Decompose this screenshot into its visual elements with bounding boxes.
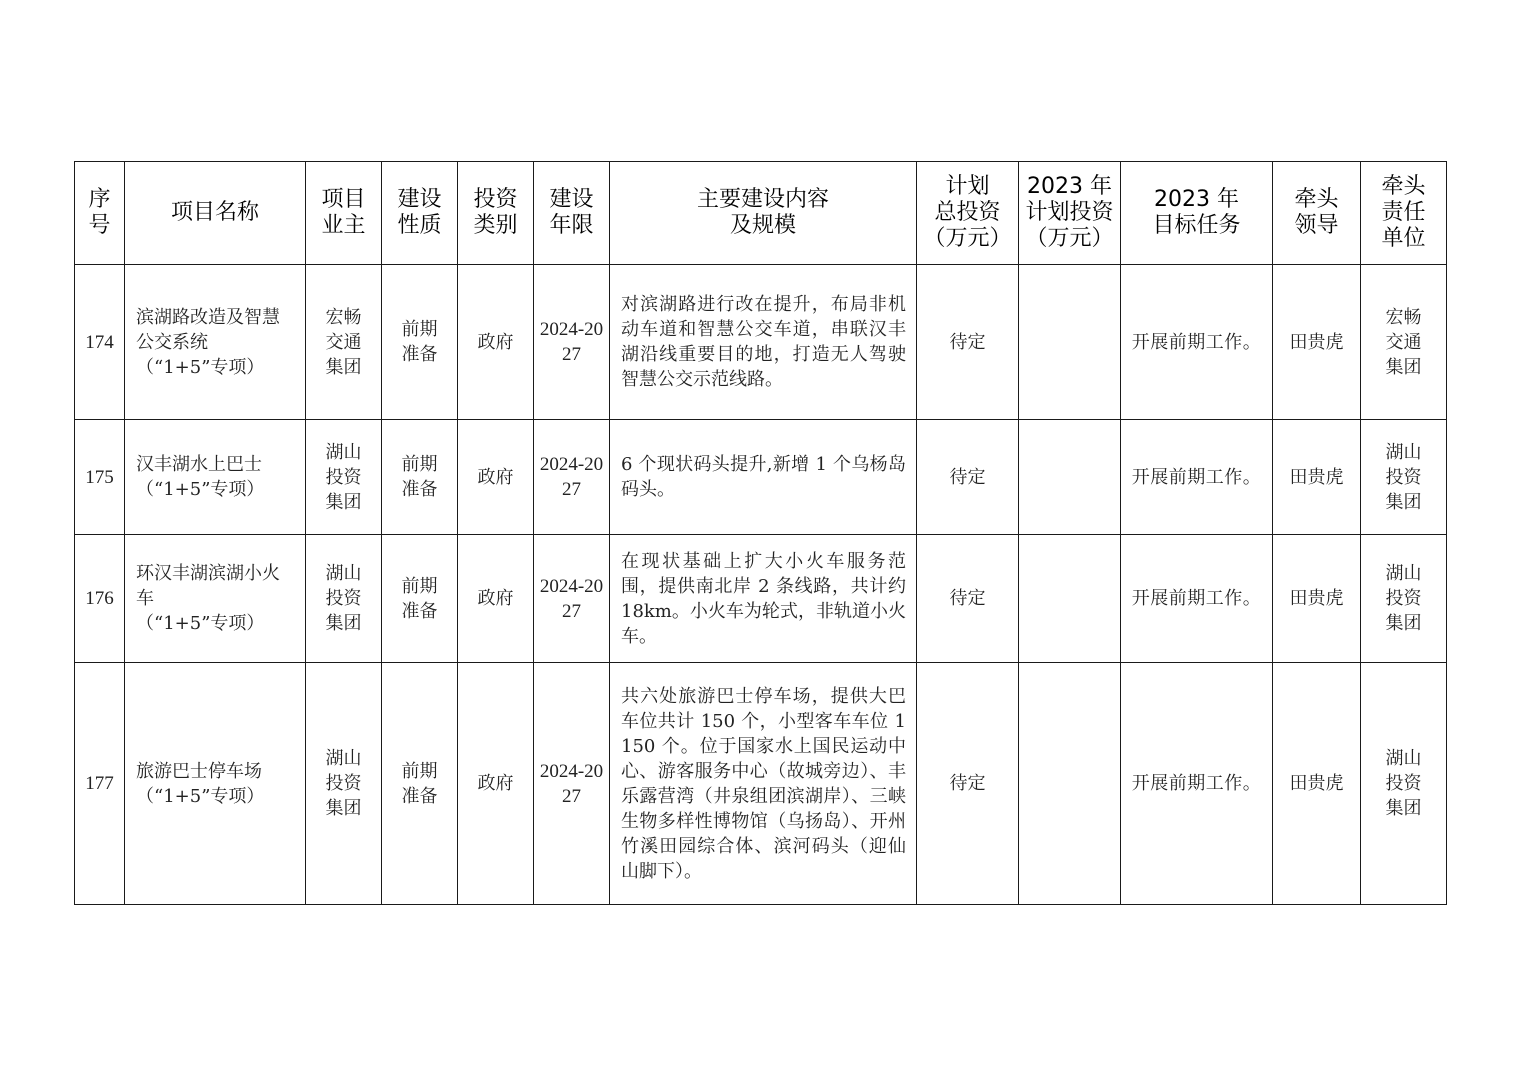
project-name-cell bbox=[125, 663, 306, 905]
header-plan-2023-line-1: 2023 年 bbox=[1027, 174, 1112, 199]
target-2023-cell: 开展前期工作。 bbox=[1121, 663, 1273, 905]
plan-2023-cell bbox=[1019, 535, 1121, 663]
owner-cell: 湖山投资集团 bbox=[306, 420, 382, 535]
target-2023-cell: 开展前期工作。 bbox=[1121, 265, 1273, 420]
serial-cell: 176 bbox=[75, 535, 125, 663]
header-name bbox=[125, 162, 306, 265]
header-serial bbox=[75, 162, 125, 265]
header-target-2023 bbox=[1121, 162, 1273, 265]
nature-cell: 前期准备 bbox=[382, 663, 458, 905]
project-name: 滨湖路改造及智慧公交系统 bbox=[136, 306, 280, 353]
header-invest-type bbox=[458, 162, 534, 265]
table-body bbox=[75, 265, 1447, 905]
invest-type-cell: 政府 bbox=[458, 420, 534, 535]
table-row bbox=[75, 535, 1447, 663]
project-name: 环汉丰湖滨湖小火车 bbox=[136, 563, 280, 609]
project-name-note: （“1+5”专项） bbox=[136, 785, 265, 807]
invest-type-cell: 政府 bbox=[458, 663, 534, 905]
serial-cell: 175 bbox=[75, 420, 125, 535]
header-leader-line-1: 牵头 bbox=[1294, 187, 1339, 212]
project-name-note: （“1+5”专项） bbox=[136, 479, 265, 500]
header-plan-2023-line-3: （万元） bbox=[1025, 226, 1114, 251]
nature-cell: 前期准备 bbox=[382, 420, 458, 535]
plan-2023-cell bbox=[1019, 265, 1121, 420]
header-nature-line-2: 性质 bbox=[397, 213, 442, 238]
header-unit-line-1: 牵头 bbox=[1381, 174, 1426, 199]
header-content bbox=[610, 162, 917, 265]
header-serial-line-1: 序 bbox=[88, 187, 111, 212]
project-name: 汉丰湖水上巴士 bbox=[136, 454, 262, 475]
header-total-invest-line-1: 计划 bbox=[945, 174, 990, 199]
unit-cell: 湖山投资集团 bbox=[1361, 663, 1447, 905]
leader-cell: 田贵虎 bbox=[1273, 265, 1361, 420]
header-target-2023-line-1: 2023 年 bbox=[1154, 187, 1239, 212]
project-table bbox=[74, 161, 1447, 905]
header-owner bbox=[306, 162, 382, 265]
period-cell: 2024-2027 bbox=[534, 663, 610, 905]
header-name-line-1: 项目名称 bbox=[170, 200, 259, 225]
project-name-note: （“1+5”专项） bbox=[136, 613, 265, 634]
header-row bbox=[75, 162, 1447, 265]
header-unit-line-2: 责任 bbox=[1381, 200, 1426, 225]
header-total-invest-line-3: （万元） bbox=[923, 226, 1012, 251]
serial-cell: 177 bbox=[75, 663, 125, 905]
unit-cell: 宏畅交通集团 bbox=[1361, 265, 1447, 420]
plan-2023-cell bbox=[1019, 663, 1121, 905]
invest-type-cell: 政府 bbox=[458, 265, 534, 420]
nature-cell: 前期准备 bbox=[382, 265, 458, 420]
header-unit bbox=[1361, 162, 1447, 265]
header-period bbox=[534, 162, 610, 265]
header-owner-line-2: 业主 bbox=[321, 213, 366, 238]
header-period-line-1: 建设 bbox=[549, 187, 594, 212]
target-2023-cell: 开展前期工作。 bbox=[1121, 420, 1273, 535]
content-cell: 对滨湖路进行改在提升，布局非机动车道和智慧公交车道，串联汉丰湖沿线重要目的地，打造无人驾驶智慧公交示范线路。 bbox=[610, 265, 917, 420]
table-row bbox=[75, 265, 1447, 420]
header-total-invest bbox=[917, 162, 1019, 265]
nature-cell: 前期准备 bbox=[382, 535, 458, 663]
header-total-invest-line-2: 总投资 bbox=[934, 200, 1001, 225]
header-leader bbox=[1273, 162, 1361, 265]
header-plan-2023 bbox=[1019, 162, 1121, 265]
header-plan-2023-line-2: 计划投资 bbox=[1025, 200, 1114, 225]
header-owner-line-1: 项目 bbox=[321, 187, 366, 212]
period-cell: 2024-2027 bbox=[534, 265, 610, 420]
total-invest-cell: 待定 bbox=[917, 663, 1019, 905]
table-header bbox=[75, 162, 1447, 265]
header-leader-line-2: 领导 bbox=[1294, 213, 1339, 238]
header-serial-line-2: 号 bbox=[88, 213, 111, 238]
total-invest-cell: 待定 bbox=[917, 265, 1019, 420]
header-period-line-2: 年限 bbox=[549, 213, 594, 238]
header-nature-line-1: 建设 bbox=[397, 187, 442, 212]
content-cell: 6 个现状码头提升,新增 1 个乌杨岛码头。 bbox=[610, 420, 917, 535]
unit-cell: 湖山投资集团 bbox=[1361, 420, 1447, 535]
owner-cell: 湖山投资集团 bbox=[306, 535, 382, 663]
serial-cell: 174 bbox=[75, 265, 125, 420]
table-row bbox=[75, 420, 1447, 535]
project-name-cell bbox=[125, 420, 306, 535]
owner-cell: 宏畅交通集团 bbox=[306, 265, 382, 420]
unit-cell: 湖山投资集团 bbox=[1361, 535, 1447, 663]
header-target-2023-line-2: 目标任务 bbox=[1152, 213, 1241, 238]
leader-cell: 田贵虎 bbox=[1273, 663, 1361, 905]
period-cell: 2024-2027 bbox=[534, 535, 610, 663]
header-content-line-2: 及规模 bbox=[729, 213, 796, 238]
header-invest-type-line-1: 投资 bbox=[473, 187, 518, 212]
header-nature bbox=[382, 162, 458, 265]
project-name: 旅游巴士停车场 bbox=[136, 760, 262, 782]
header-invest-type-line-2: 类别 bbox=[473, 213, 518, 238]
total-invest-cell: 待定 bbox=[917, 420, 1019, 535]
invest-type-cell: 政府 bbox=[458, 535, 534, 663]
total-invest-cell: 待定 bbox=[917, 535, 1019, 663]
owner-cell: 湖山投资集团 bbox=[306, 663, 382, 905]
leader-cell: 田贵虎 bbox=[1273, 535, 1361, 663]
project-name-cell bbox=[125, 265, 306, 420]
header-unit-line-3: 单位 bbox=[1381, 226, 1426, 251]
project-name-cell bbox=[125, 535, 306, 663]
period-cell: 2024-2027 bbox=[534, 420, 610, 535]
leader-cell: 田贵虎 bbox=[1273, 420, 1361, 535]
header-content-line-1: 主要建设内容 bbox=[696, 187, 829, 212]
project-name-note: （“1+5”专项） bbox=[136, 356, 265, 378]
table-row bbox=[75, 663, 1447, 905]
target-2023-cell: 开展前期工作。 bbox=[1121, 535, 1273, 663]
content-cell: 共六处旅游巴士停车场，提供大巴车位共计 150 个，小型客车车位 1150 个。位于国家水上国民运动中心、游客服务中心（故城旁边）、丰乐露营湾（井泉组团滨湖岸）、三峡生物多样性博物馆（乌扬岛）、开州竹溪田园综合体、滨河码头（迎仙山脚下）。 bbox=[610, 663, 917, 905]
plan-2023-cell bbox=[1019, 420, 1121, 535]
content-cell: 在现状基础上扩大小火车服务范围，提供南北岸 2 条线路，共计约 18km。小火车为轮式，非轨道小火车。 bbox=[610, 535, 917, 663]
